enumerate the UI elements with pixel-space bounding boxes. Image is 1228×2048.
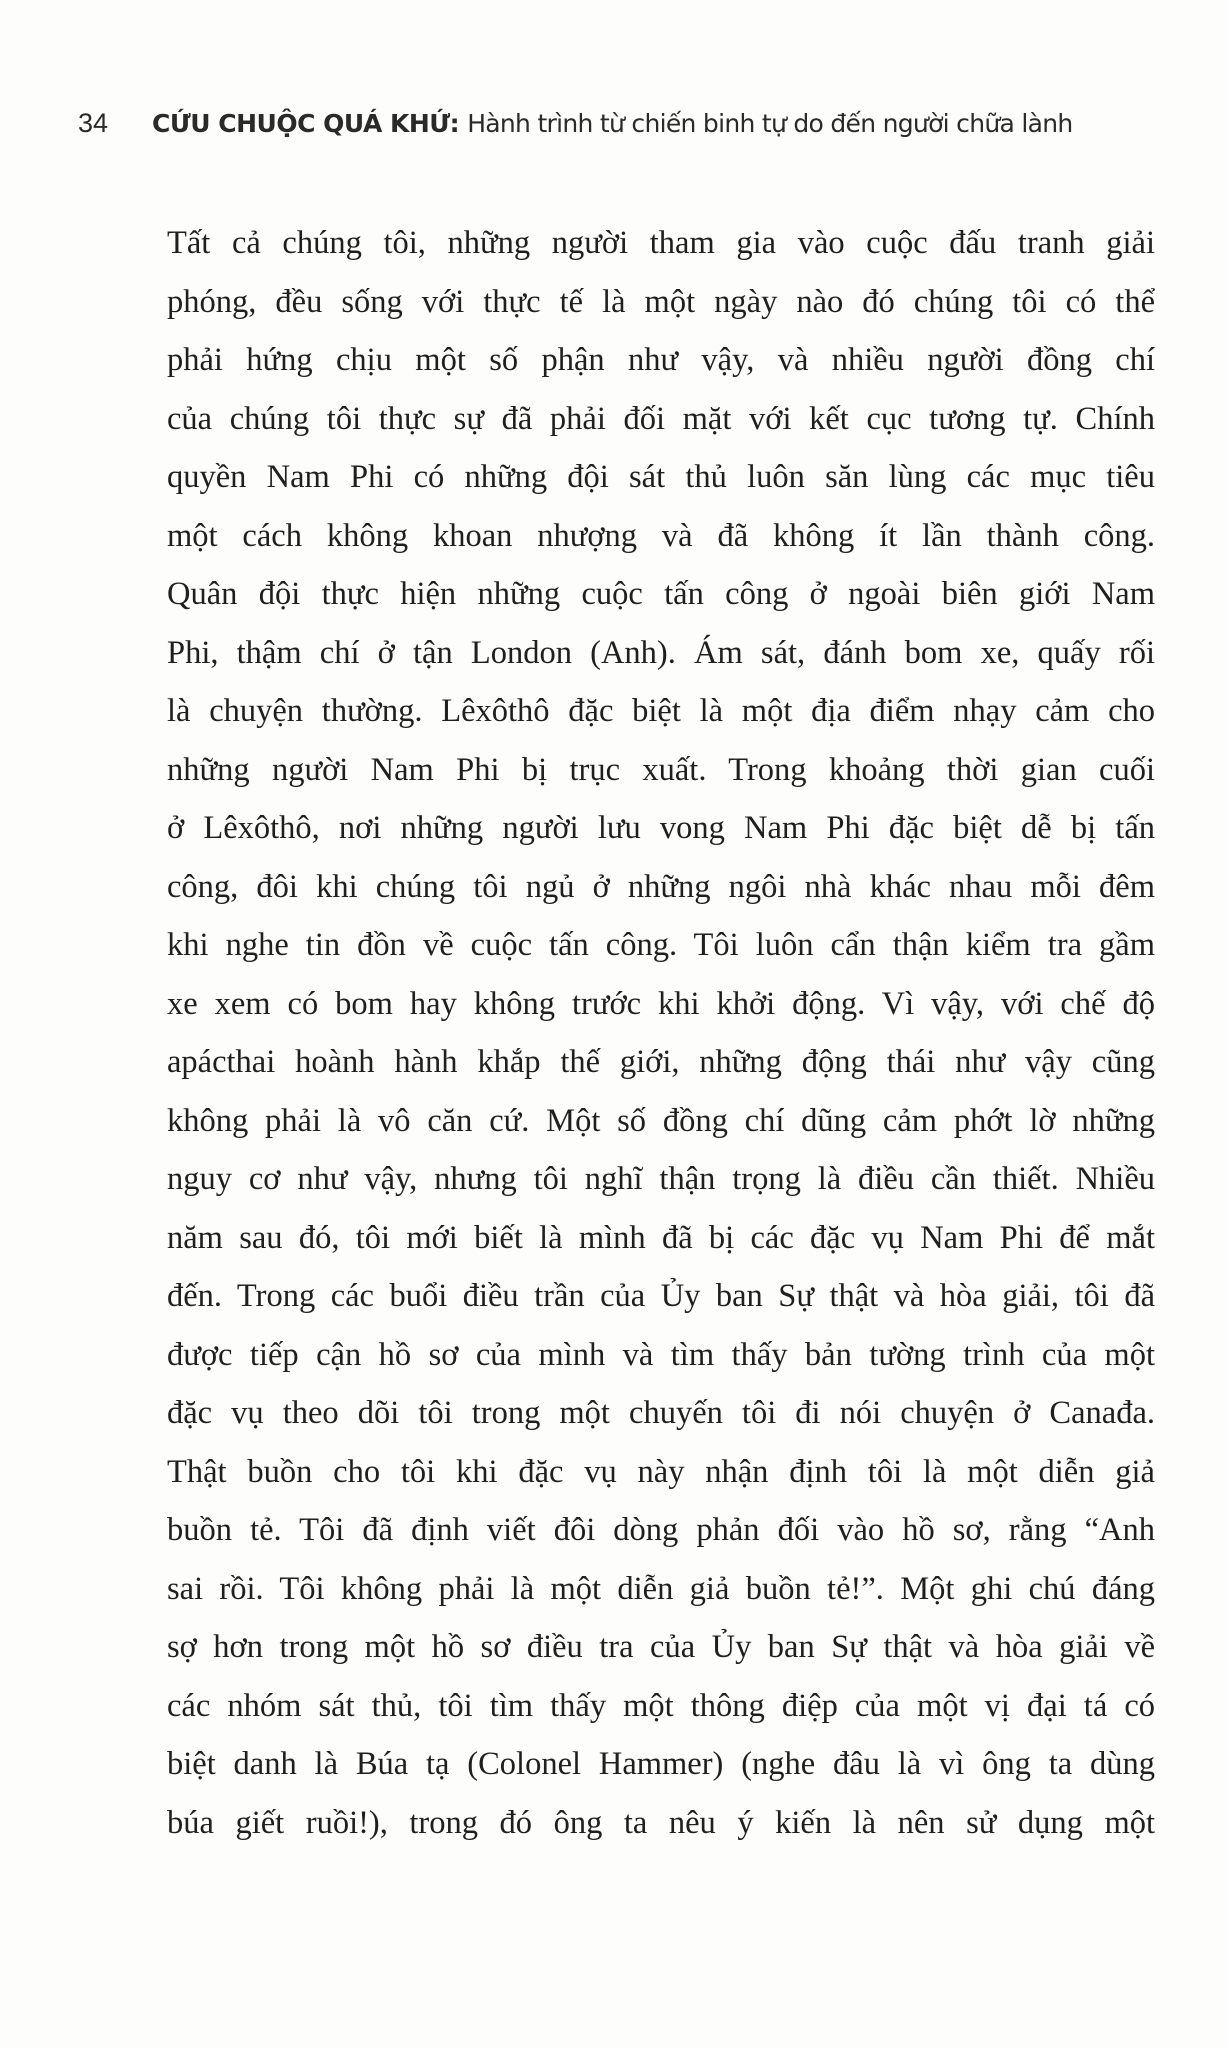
text-line: sai rồi. Tôi không phải là một diễn giả buồn tẻ!”. Một ghi chú đáng [167, 1570, 1155, 1607]
text-line: được tiếp cận hồ sơ của mình và tìm thấy bản tường trình của một [167, 1336, 1155, 1373]
text-line: công, đôi khi chúng tôi ngủ ở những ngôi nhà khác nhau mỗi đêm [167, 868, 1155, 905]
text-line: sợ hơn trong một hồ sơ điều tra của Ủy ban Sự thật và hòa giải về [167, 1629, 1155, 1665]
text-line: xe xem có bom hay không trước khi khởi động. Vì vậy, với chế độ [167, 985, 1155, 1022]
text-line: búa giết ruồi!), trong đó ông ta nêu ý kiến là nên sử dụng một [167, 1804, 1155, 1841]
text-line: các nhóm sát thủ, tôi tìm thấy một thông điệp của một vị đại tá có [167, 1687, 1155, 1724]
book-subtitle: Hành trình từ chiến binh tự do đến người chữa lành [467, 109, 1073, 138]
text-line: đến. Trong các buổi điều trần của Ủy ban Sự thật và hòa giải, tôi đã [167, 1278, 1155, 1314]
text-line: apácthai hoành hành khắp thế giới, những động thái như vậy cũng [167, 1044, 1155, 1080]
running-header [78, 108, 1168, 152]
text-line: năm sau đó, tôi mới biết là mình đã bị các đặc vụ Nam Phi để mắt [167, 1219, 1155, 1256]
text-line: phải hứng chịu một số phận như vậy, và nhiều người đồng chí [167, 342, 1155, 378]
text-line: nguy cơ như vậy, nhưng tôi nghĩ thận trọng là điều cần thiết. Nhiều [167, 1161, 1155, 1197]
text-line: khi nghe tin đồn về cuộc tấn công. Tôi luôn cẩn thận kiểm tra gầm [167, 927, 1155, 963]
book-title: CỨU CHUỘC QUÁ KHỨ: [152, 109, 460, 138]
text-line: đặc vụ theo dõi tôi trong một chuyến tôi đi nói chuyện ở Canađa. [167, 1395, 1155, 1431]
text-line: Quân đội thực hiện những cuộc tấn công ở ngoài biên giới Nam [167, 576, 1155, 612]
text-line: một cách không khoan nhượng và đã không ít lần thành công. [167, 517, 1155, 554]
text-line: quyền Nam Phi có những đội sát thủ luôn săn lùng các mục tiêu [167, 459, 1155, 495]
text-line: phóng, đều sống với thực tế là một ngày nào đó chúng tôi có thể [167, 283, 1155, 320]
text-line: ở Lêxôthô, nơi những người lưu vong Nam Phi đặc biệt dễ bị tấn [167, 810, 1155, 846]
text-line: của chúng tôi thực sự đã phải đối mặt với kết cục tương tự. Chính [167, 400, 1155, 437]
text-line: những người Nam Phi bị trục xuất. Trong khoảng thời gian cuối [167, 751, 1155, 788]
text-line: Thật buồn cho tôi khi đặc vụ này nhận định tôi là một diễn giả [167, 1453, 1155, 1490]
text-line: buồn tẻ. Tôi đã định viết đôi dòng phản đối vào hồ sơ, rằng “Anh [167, 1512, 1155, 1548]
text-line: không phải là vô căn cứ. Một số đồng chí dũng cảm phớt lờ những [167, 1102, 1155, 1139]
text-line: là chuyện thường. Lêxôthô đặc biệt là một địa điểm nhạy cảm cho [167, 693, 1155, 729]
text-line: Phi, thậm chí ở tận London (Anh). Ám sát, đánh bom xe, quấy rối [167, 634, 1155, 671]
page-number: 34 [78, 108, 109, 138]
body-text [167, 214, 1155, 1852]
text-line: biệt danh là Búa tạ (Colonel Hammer) (nghe đâu là vì ông ta dùng [167, 1746, 1155, 1782]
text-line: Tất cả chúng tôi, những người tham gia vào cuộc đấu tranh giải [167, 225, 1155, 261]
